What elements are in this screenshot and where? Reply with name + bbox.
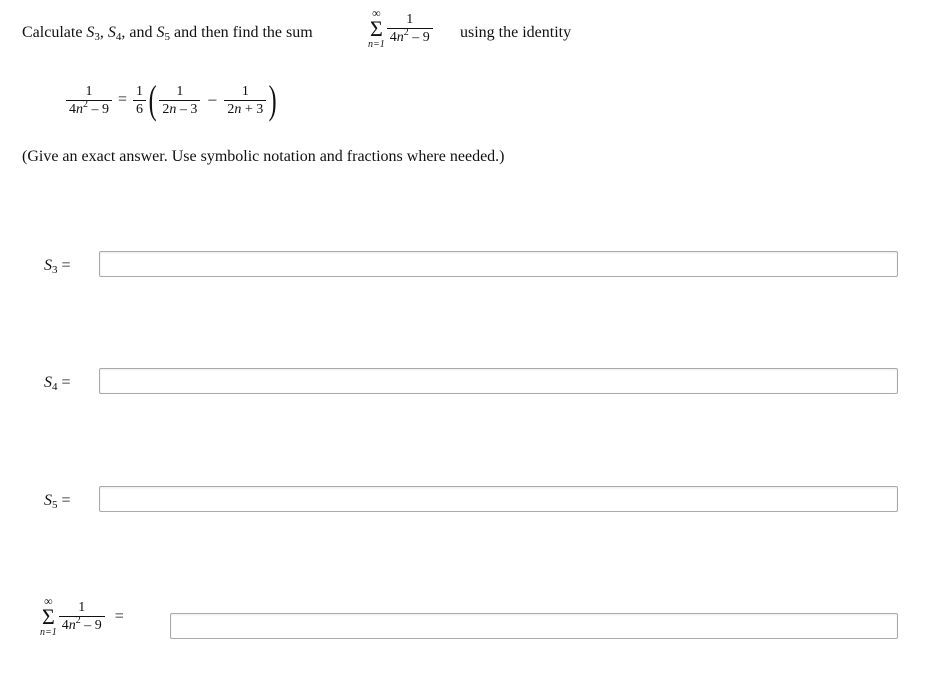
s3-answer-label: $S_3$ = [44,257,71,276]
s5-symbol: S [156,24,165,41]
s4-answer-input[interactable] [99,368,898,394]
summation [40,596,57,638]
s3-answer-input[interactable] [99,251,898,277]
identity-coefficient: $\frac{1}{6}$ [133,83,146,118]
identity-equation [66,77,280,122]
sigma-symbol: Σ [41,604,55,629]
s4-symbol: S [107,24,116,41]
question-tail: and then find the sum [174,24,313,41]
instructions-text: (Give an exact answer. Use symbolic notation and fractions where needed.) [22,148,505,165]
s4-subscript: 4 [115,31,122,43]
s5-answer-label: $S_5$ = [44,492,71,511]
lower-limit: n=1 [40,627,57,638]
s5-answer-input[interactable] [99,486,898,512]
series-term-fraction [387,11,433,46]
fraction-denominator: $4n^2 - 9$ [389,26,430,45]
lower-limit: n=1 [368,39,385,50]
sum-answer-input[interactable] [170,613,898,639]
identity-lhs-fraction: $\frac{1}{4n^2 - 9}$ [66,83,112,118]
s5-subscript: 5 [164,31,171,43]
open-paren: ( [148,77,157,122]
fraction-numerator: 1 [406,11,414,27]
identity-term1: $\frac{1}{2n - 3}$ [159,83,200,118]
identity-minus: – [208,91,217,108]
using-identity-text: using the identity [460,24,572,41]
sum-equals: = [114,608,124,625]
infinity-symbol: ∞ [44,594,53,608]
sigma-symbol: Σ [369,16,383,41]
question-intro: Calculate [22,24,83,41]
and-text: , and [121,24,153,41]
close-paren: ) [268,77,277,122]
s3-subscript: 3 [94,31,100,43]
s3-symbol: S [86,24,95,41]
series-expression [368,8,433,50]
sum-term-fraction: $\frac{1}{4n^2 - 9}$ [59,599,105,634]
summation [368,8,385,50]
question-text [22,23,313,43]
s4-answer-label: $S_4$ = [44,374,71,393]
identity-term2: $\frac{1}{2n + 3}$ [224,83,266,118]
comma: , [99,24,104,41]
infinity-symbol: ∞ [372,6,381,20]
identity-equals: = [118,91,128,108]
sum-answer-label [40,596,124,638]
